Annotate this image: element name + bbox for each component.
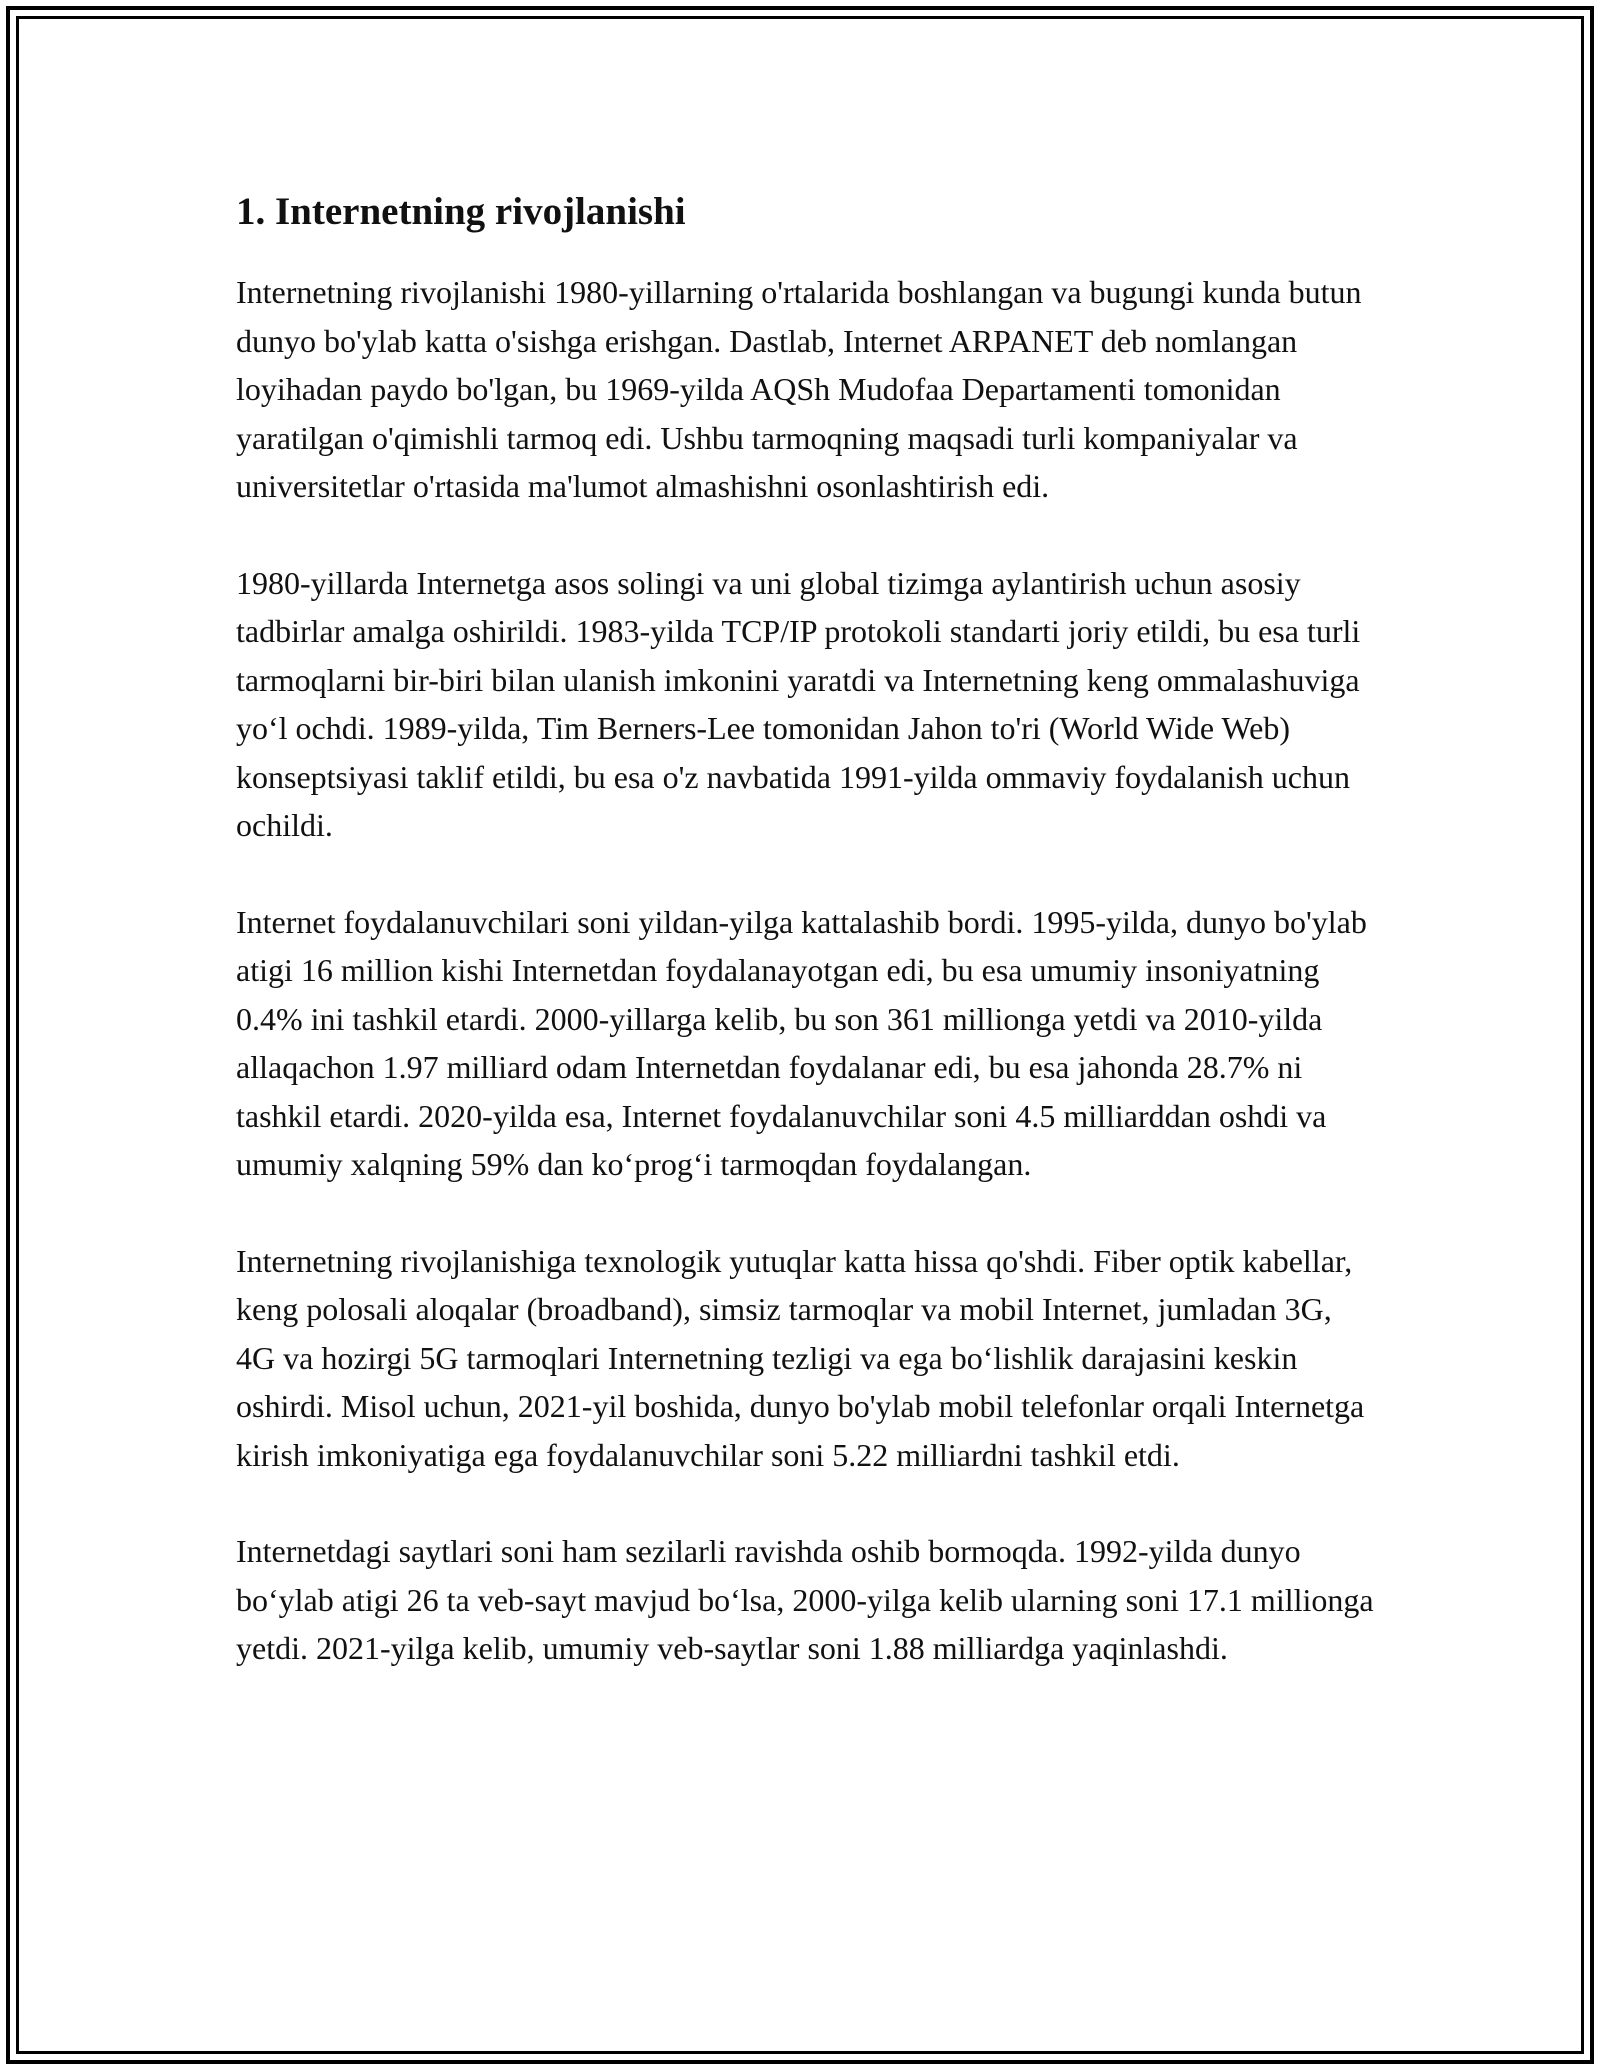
section-heading: 1. Internetning rivojlanishi [236,190,686,233]
document-body [236,186,1376,1721]
paragraph-3: Internet foydalanuvchilari soni yildan-yilga kattalashib bordi. 1995-yilda, dunyo bo'ylab atigi 16 million kishi Internetdan foydalanayotgan edi, bu esa umumiy insoniyatning 0.4% ini tashkil etardi. 2000-yillarga kelib, bu son 361 millionga yetdi va 2010-yilda allaqachon 1.97 milliard odam Internetdan foydalanar edi, bu esa jahonda 28.7% ni tashkil etardi. 2020-yilda esa, Internet foydalanuvchilar soni 4.5 milliarddan oshdi va umumiy xalqning 59% dan koʻprogʻi tarmoqdan foydalangan. [236,903,1367,1182]
paragraph-1: Internetning rivojlanishi 1980-yillarning o'rtalarida boshlangan va bugungi kunda butun dunyo bo'ylab katta o'sishga erishgan. Dastlab, Internet ARPANET deb nomlangan loyihadan paydo bo'lgan, bu 1969-yilda AQSh Mudofaa Departamenti tomonidan yaratilgan o'qimishli tarmoq edi. Ushbu tarmoqning maqsadi turli kompaniyalar va universitetlar o'rtasida ma'lumot almashishni osonlashtirish edi. [236,274,1362,504]
paragraph-5: Internetdagi saytlari soni ham sezilarli ravishda oshib bormoqda. 1992-yilda dunyo boʻylab atigi 26 ta veb-sayt mavjud boʻlsa, 2000-yilga kelib ularning soni 17.1 millionga yetdi. 2021-yilga kelib, umumiy veb-saytlar soni 1.88 milliardga yaqinlashdi. [236,1533,1374,1666]
paragraph-2: 1980-yillarda Internetga asos solingi va uni global tizimga aylantirish uchun asosiy tadbirlar amalga oshirildi. 1983-yilda TCP/IP protokoli standarti joriy etildi, bu esa turli tarmoqlarni bir-biri bilan ulanish imkonini yaratdi va Internetning keng ommalashuviga yoʻl ochdi. 1989-yilda, Tim Berners-Lee tomonidan Jahon to'ri (World Wide Web) konseptsiyasi taklif etildi, bu esa o'z navbatida 1991-yilda ommaviy foydalanish uchun ochildi. [236,564,1361,843]
paragraph-4: Internetning rivojlanishiga texnologik yutuqlar katta hissa qo'shdi. Fiber optik kabellar, keng polosali aloqalar (broadband), simsiz tarmoqlar va mobil Internet, jumladan 3G, 4G va hozirgi 5G tarmoqlari Internetning tezligi va ega boʻlishlik darajasini keskin oshirdi. Misol uchun, 2021-yil boshida, dunyo bo'ylab mobil telefonlar orqali Internetga kirish imkoniyatiga ega foydalanuvchilar soni 5.22 milliardni tashkil etdi. [236,1242,1365,1473]
